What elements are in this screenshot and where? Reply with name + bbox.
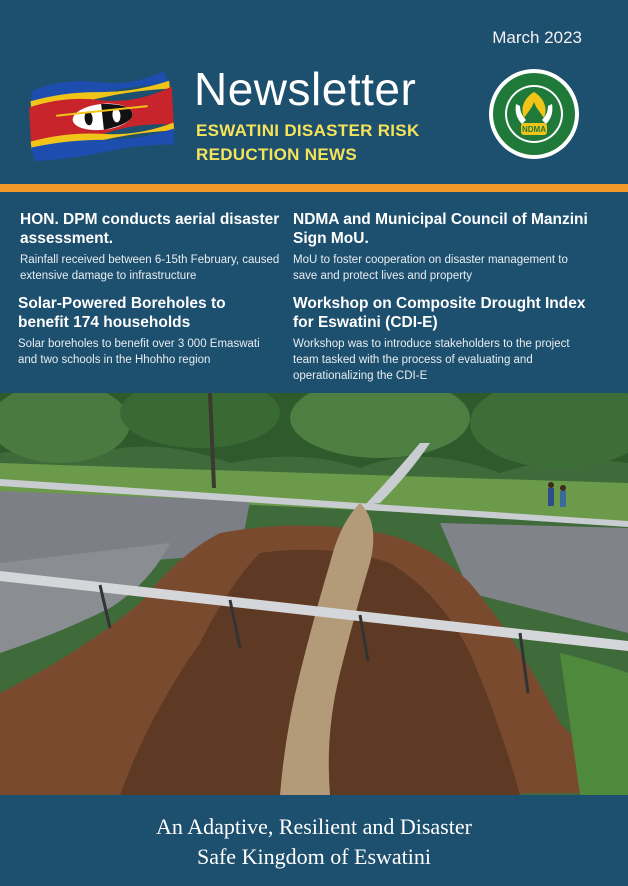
news-headline: NDMA and Municipal Council of Manzini Sign MoU. (293, 211, 588, 247)
newsletter-subtitle: ESWATINI DISASTER RISK REDUCTION NEWS (196, 121, 420, 164)
news-summary: Solar boreholes to benefit over 3 000 Emaswati and two schools in the Hhohho region (18, 338, 260, 366)
eswatini-flag-icon (26, 62, 176, 162)
news-summary: MoU to foster cooperation on disaster management to save and protect lives and property (293, 254, 568, 282)
divider (0, 184, 628, 192)
news-headline: Workshop on Composite Drought Index for Eswatini (CDI-E) (293, 295, 586, 331)
logo-label: NDMA (522, 125, 546, 134)
news-item (18, 294, 280, 368)
news-item (20, 210, 282, 284)
tagline-line-1: An Adaptive, Resilient and Disaster (156, 814, 472, 839)
newsletter-title: Newsletter (194, 63, 417, 115)
news-summary: Rainfall received between 6-15th February, caused extensive damage to infrastructure (20, 254, 280, 282)
news-headline: HON. DPM conducts aerial disaster assessment. (20, 211, 280, 247)
tagline-line-2: Safe Kingdom of Eswatini (196, 844, 432, 869)
news-item (293, 210, 593, 284)
issue-date: March 2023 (492, 28, 582, 47)
news-item (293, 294, 593, 384)
cover-photo (0, 393, 628, 795)
tagline (0, 812, 628, 872)
news-summary: Workshop was to introduce stakeholders to the project team tasked with the process of evaluating and operationalizing the CDI-E (293, 338, 570, 382)
ndma-logo-icon (488, 68, 580, 160)
news-headline: Solar-Powered Boreholes to benefit 174 households (18, 295, 226, 331)
